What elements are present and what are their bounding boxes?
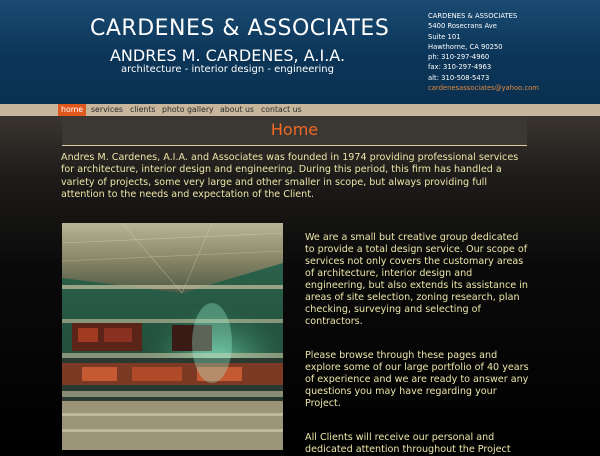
contact-city: Hawthorne, CA 90250 (428, 42, 503, 51)
nav-services[interactable]: services (91, 105, 123, 114)
contact-fax: fax: 310-297-4963 (428, 63, 492, 72)
contact-alt-phone: alt: 310-508-5473 (428, 73, 490, 82)
nav-about-us[interactable]: about us (220, 105, 254, 114)
nav-clients[interactable]: clients (130, 105, 156, 114)
page-title: Home (270, 120, 319, 139)
title-divider (62, 145, 527, 146)
intro-paragraph: Andres M. Cardenes, A.I.A. and Associates was founded in 1974 providing professional services for architecture, interior design and engineering. During this period, this firm has handled a variety of projects, some very large and other smaller in scope, but always providing full attention to the needs and expectation of the Client. (61, 152, 519, 200)
services-paragraph: We are a small but creative group dedicated to provide a total design service. Our scope of services not only covers the customary areas of architecture, interior design and engineering, but also extends its assistance in areas of site selection, zoning research, plan checking, surveying and selecting of contractors. (305, 232, 528, 327)
contact-address1: 5400 Rosecrans Ave (428, 22, 497, 31)
firm-name: CARDENES & ASSOCIATES (90, 16, 390, 41)
contact-email-link[interactable]: cardenesassociates@yahoo.com (428, 84, 539, 93)
atrium-photo (62, 223, 283, 450)
contact-address2: Suite 101 (428, 32, 461, 41)
tagline: architecture - interior design - engineering (121, 64, 334, 75)
site-header (0, 0, 600, 104)
services-description (305, 232, 530, 456)
nav-bar (0, 104, 600, 116)
nav-home[interactable]: home (58, 104, 86, 116)
nav-contact-us[interactable]: contact us (261, 105, 302, 114)
contact-block (428, 11, 539, 93)
contact-name: CARDENES & ASSOCIATES (428, 12, 518, 20)
portfolio-paragraph: Please browse through these pages and explore some of our large portfolio of 40 years of experience and we are ready to answer any questions you may have regarding your Project. (305, 350, 529, 409)
contact-phone: ph: 310-297-4960 (428, 53, 490, 62)
clients-paragraph: All Clients will receive our personal and dedicated attention throughout the Project (305, 432, 511, 455)
principal-name: ANDRES M. CARDENES, A.I.A. (109, 46, 346, 65)
nav-photo-gallery[interactable]: photo gallery (162, 105, 214, 114)
